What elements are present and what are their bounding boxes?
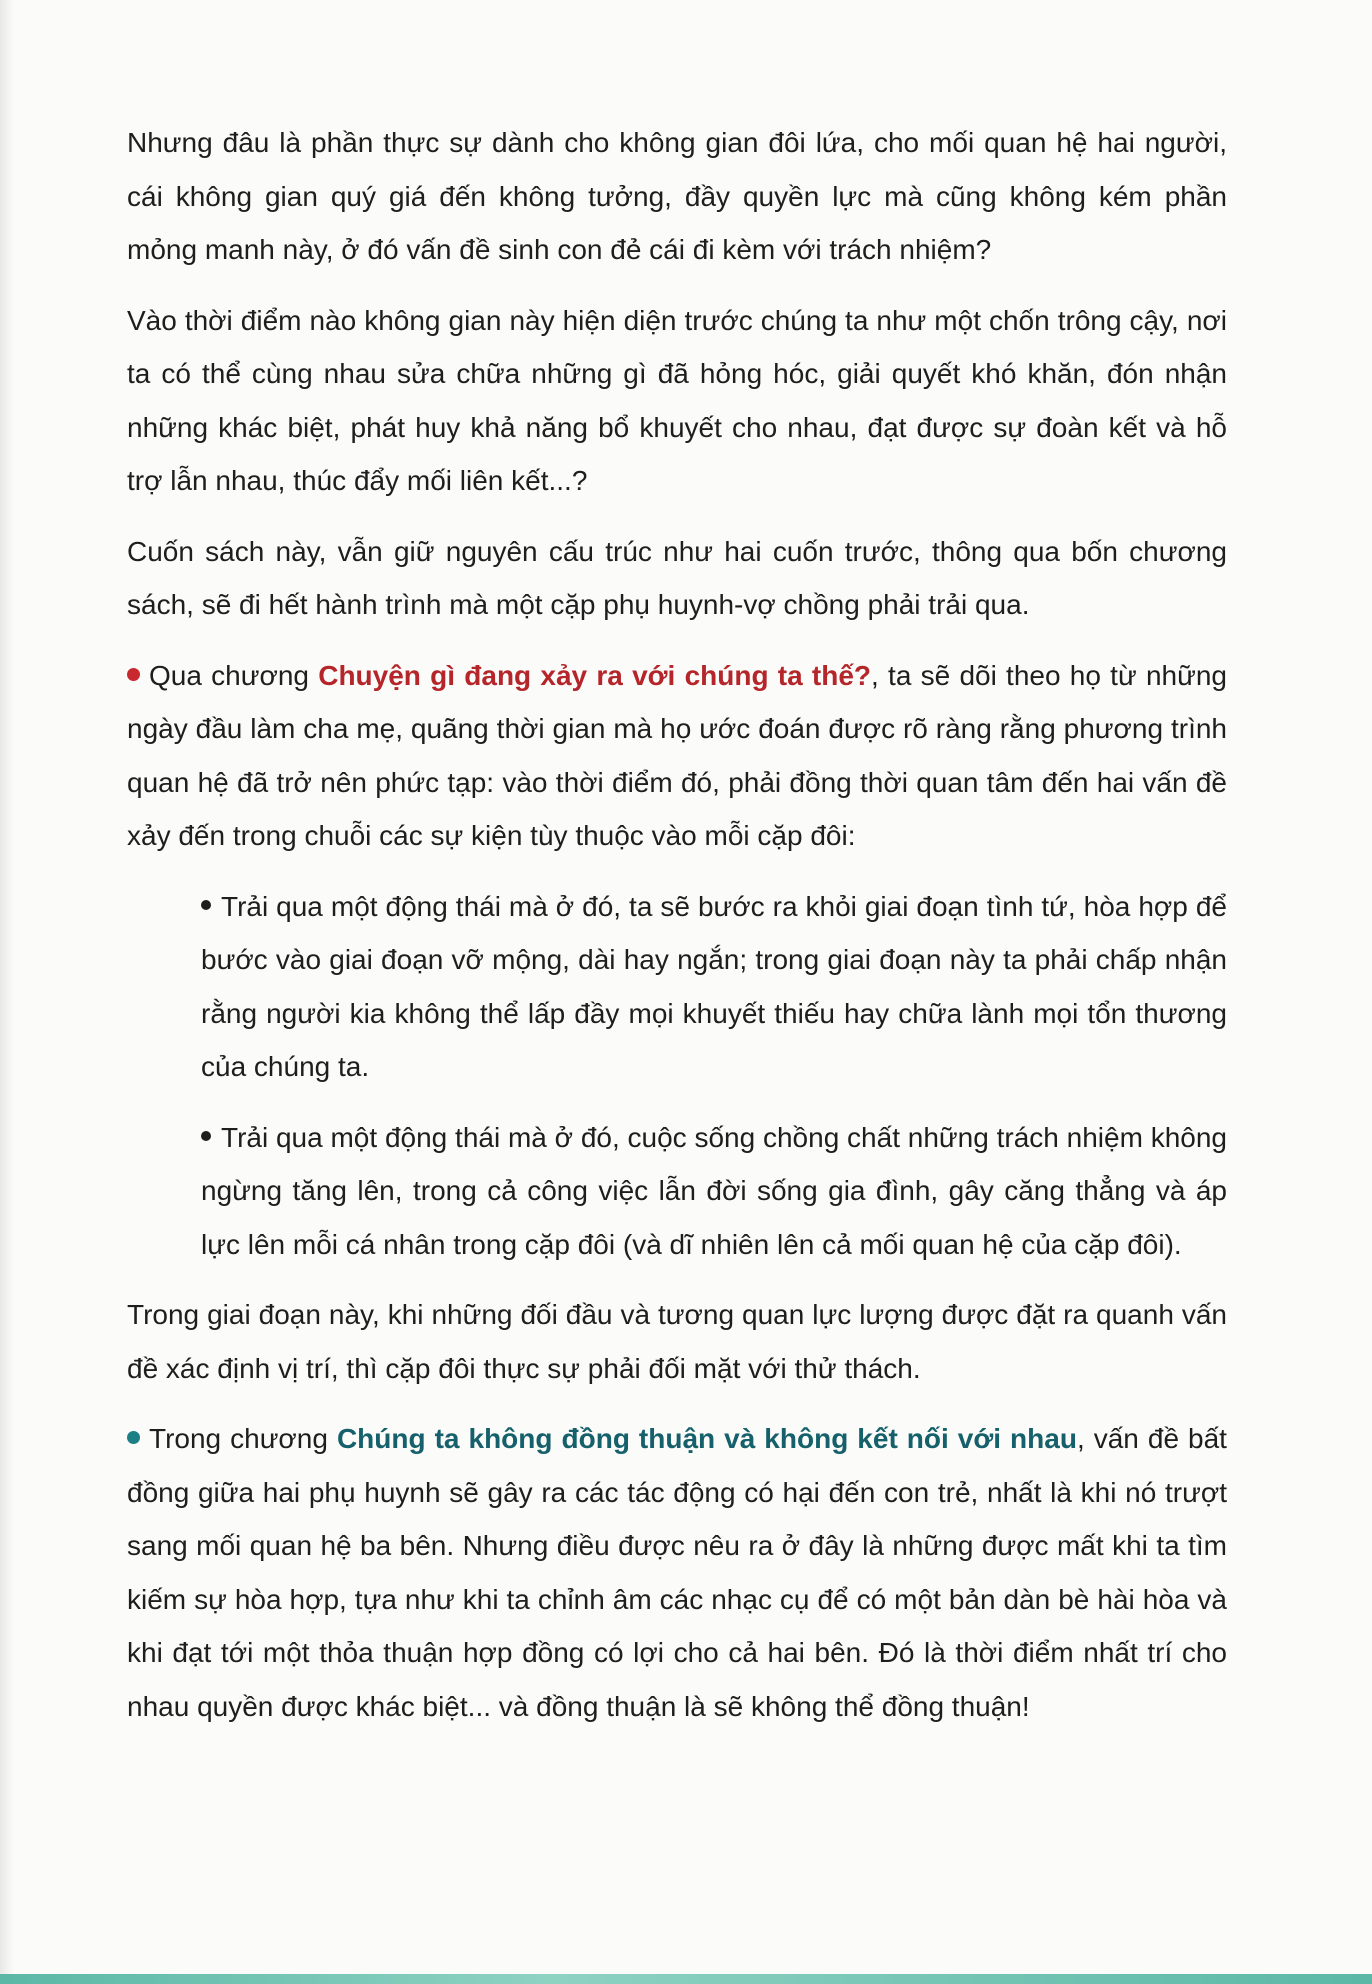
- chapter-title-one: Chuyện gì đang xảy ra với chúng ta thế?: [318, 659, 872, 691]
- section-one-lead: Qua chương: [149, 659, 319, 691]
- paragraph-phase-challenge: Trong giai đoạn này, khi những đối đầu và tương quan lực lượng được đặt ra quanh vấn đề xác định vị trí, thì cặp đôi thực sự phải đối mặt với thử thách.: [127, 1299, 1227, 1384]
- red-bullet-icon: [127, 668, 140, 681]
- paragraph-when-question: Vào thời điểm nào không gian này hiện diện trước chúng ta như một chốn trông cậy, nơi ta có thể cùng nhau sửa chữa những gì đã hỏng hóc, giải quyết khó khăn, đón nhận những khác biệt, phát huy khả năng bổ khuyết cho nhau, đạt được sự đoàn kết và hỗ trợ lẫn nhau, thúc đẩy mối liên kết...?: [127, 304, 1227, 496]
- section-one-text: , ta sẽ dõi theo họ từ những ngày đầu làm cha mẹ, quãng thời gian mà họ ước đoán được rõ ràng rằng phương trình quan hệ đã trở nên phức tạp: vào thời điểm đó, phải đồng thời quan tâm đến hai vấn đề xảy đến trong chuỗi các sự kiện tùy thuộc vào mỗi cặp đôi:: [127, 659, 1227, 851]
- section-two-text: , vấn đề bất đồng giữa hai phụ huynh sẽ gây ra các tác động có hại đến con trẻ, nhất là khi nó trượt sang mối quan hệ ba bên. Nhưng điều được nêu ra ở đây là những được mất khi ta tìm kiếm sự hòa hợp, tựa như khi ta chỉnh âm các nhạc cụ để có một bản dàn bè hài hòa và khi đạt tới một thỏa thuận hợp đồng có lợi cho cả hai bên. Đó là thời điểm nhất trí cho nhau quyền được khác biệt... và đồng thuận là sẽ không thể đồng thuận!: [127, 1423, 1227, 1722]
- section-chapter-two: [127, 1412, 1227, 1733]
- list-item: [201, 880, 1227, 1094]
- bottom-decorative-band: [0, 1974, 1372, 1984]
- chapter-title-two: Chúng ta không đồng thuận và không kết nối với nhau: [336, 1423, 1077, 1454]
- list-item-text: Trải qua một động thái mà ở đó, ta sẽ bước ra khỏi giai đoạn tình tứ, hòa hợp để bước vào giai đoạn vỡ mộng, dài hay ngắn; trong giai đoạn này ta phải chấp nhận rằng người kia không thể lấp đầy mọi khuyết thiếu hay chữa lành mọi tổn thương của chúng ta.: [201, 890, 1227, 1082]
- dot-bullet-icon: [201, 900, 211, 910]
- list-item: [201, 1111, 1227, 1272]
- section-two-lead: Trong chương: [149, 1423, 337, 1454]
- paragraph-intro-question: Nhưng đâu là phần thực sự dành cho không gian đôi lứa, cho mối quan hệ hai người, cái không gian quý giá đến không tưởng, đầy quyền lực mà cũng không kém phần mỏng manh này, ở đó vấn đề sinh con đẻ cái đi kèm với trách nhiệm?: [127, 127, 1227, 265]
- section-chapter-one: [127, 649, 1227, 863]
- page-edge-shadow: [0, 0, 14, 1984]
- dot-bullet-icon: [201, 1131, 211, 1141]
- paragraph-book-structure: Cuốn sách này, vẫn giữ nguyên cấu trúc như hai cuốn trước, thông qua bốn chương sách, sẽ đi hết hành trình mà một cặp phụ huynh-vợ chồng phải trải qua.: [127, 535, 1227, 620]
- teal-bullet-icon: [127, 1431, 140, 1444]
- list-item-text: Trải qua một động thái mà ở đó, cuộc sống chồng chất những trách nhiệm không ngừng tăng lên, trong cả công việc lẫn đời sống gia đình, gây căng thẳng và áp lực lên mỗi cá nhân trong cặp đôi (và dĩ nhiên lên cả mối quan hệ của cặp đôi).: [201, 1121, 1227, 1260]
- page-body: [127, 116, 1227, 1750]
- sub-list: [201, 880, 1227, 1272]
